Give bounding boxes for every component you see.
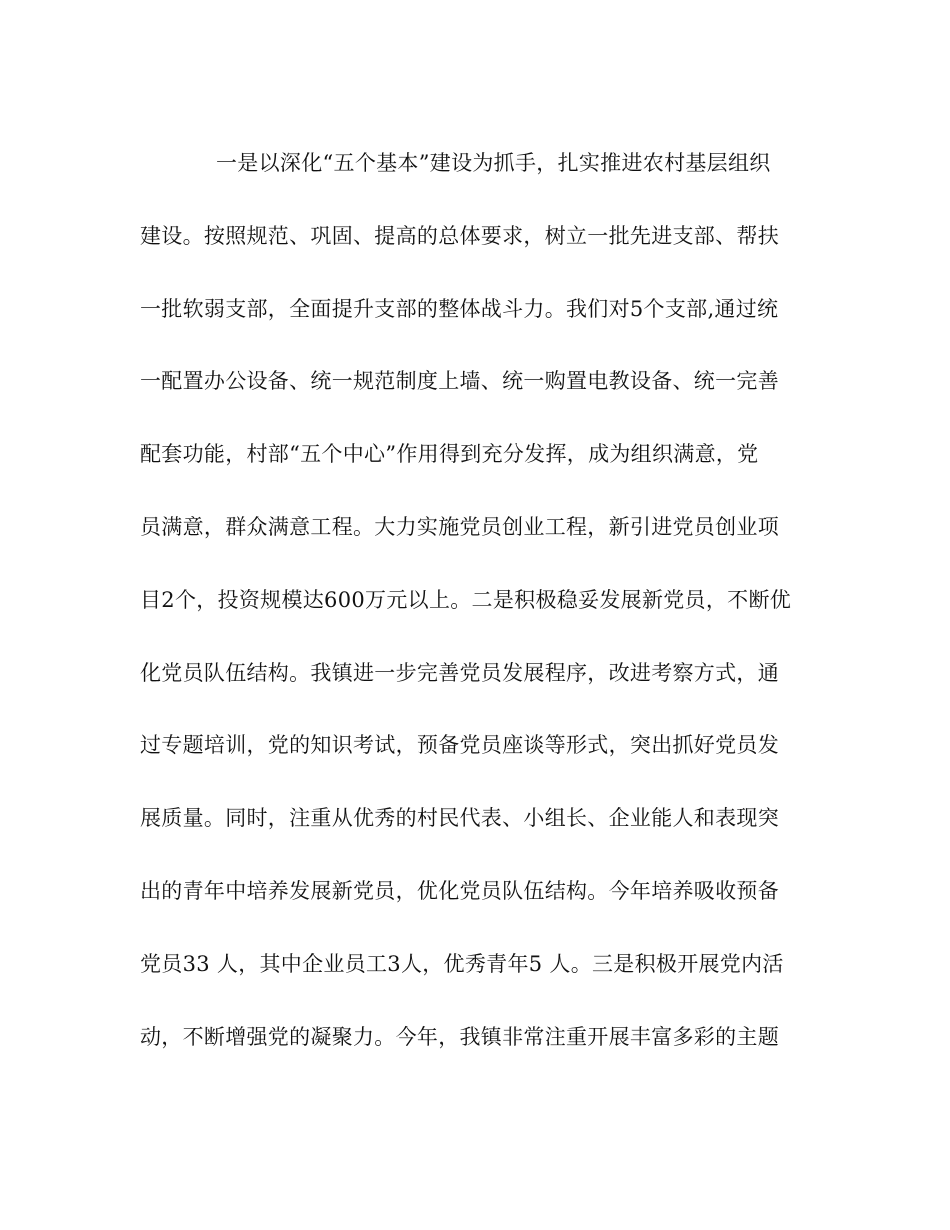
paragraph-line: 目2个，投资规模达600万元以上。二是积极稳妥发展新党员，不断优 bbox=[140, 587, 792, 612]
paragraph-line: 配套功能，村部“五个中心”作用得到充分发挥，成为组织满意，党 bbox=[140, 442, 759, 467]
paragraph-line: 一配置办公设备、统一规范制度上墙、统一购置电教设备、统一完善 bbox=[140, 369, 779, 394]
paragraph-line: 一是以深化“五个基本”建设为抓手，扎实推进农村基层组织 bbox=[216, 151, 771, 175]
paragraph-line: 展质量。同时，注重从优秀的村民代表、小组长、企业能人和表现突 bbox=[140, 806, 779, 831]
paragraph-line: 出的青年中培养发展新党员，优化党员队伍结构。今年培养吸收预备 bbox=[140, 878, 779, 903]
paragraph-line: 动，不断增强党的凝聚力。今年，我镇非常注重开展丰富多彩的主题 bbox=[140, 1024, 779, 1049]
paragraph-line: 过专题培训，党的知识考试，预备党员座谈等形式，突出抓好党员发 bbox=[140, 733, 779, 758]
body-paragraph bbox=[140, 137, 830, 1083]
paragraph-line: 一批软弱支部，全面提升支部的整体战斗力。我们对5个支部,通过统 bbox=[140, 296, 779, 321]
paragraph-line: 党员33 人，其中企业员工3人，优秀青年5 人。三是积极开展党内活 bbox=[140, 951, 784, 976]
paragraph-line: 员满意，群众满意工程。大力实施党员创业工程，新引进党员创业项 bbox=[140, 514, 779, 539]
paragraph-line: 化党员队伍结构。我镇进一步完善党员发展程序，改进考察方式，通 bbox=[140, 660, 779, 685]
paragraph-line: 建设。按照规范、巩固、提高的总体要求，树立一批先进支部、帮扶 bbox=[140, 223, 779, 248]
